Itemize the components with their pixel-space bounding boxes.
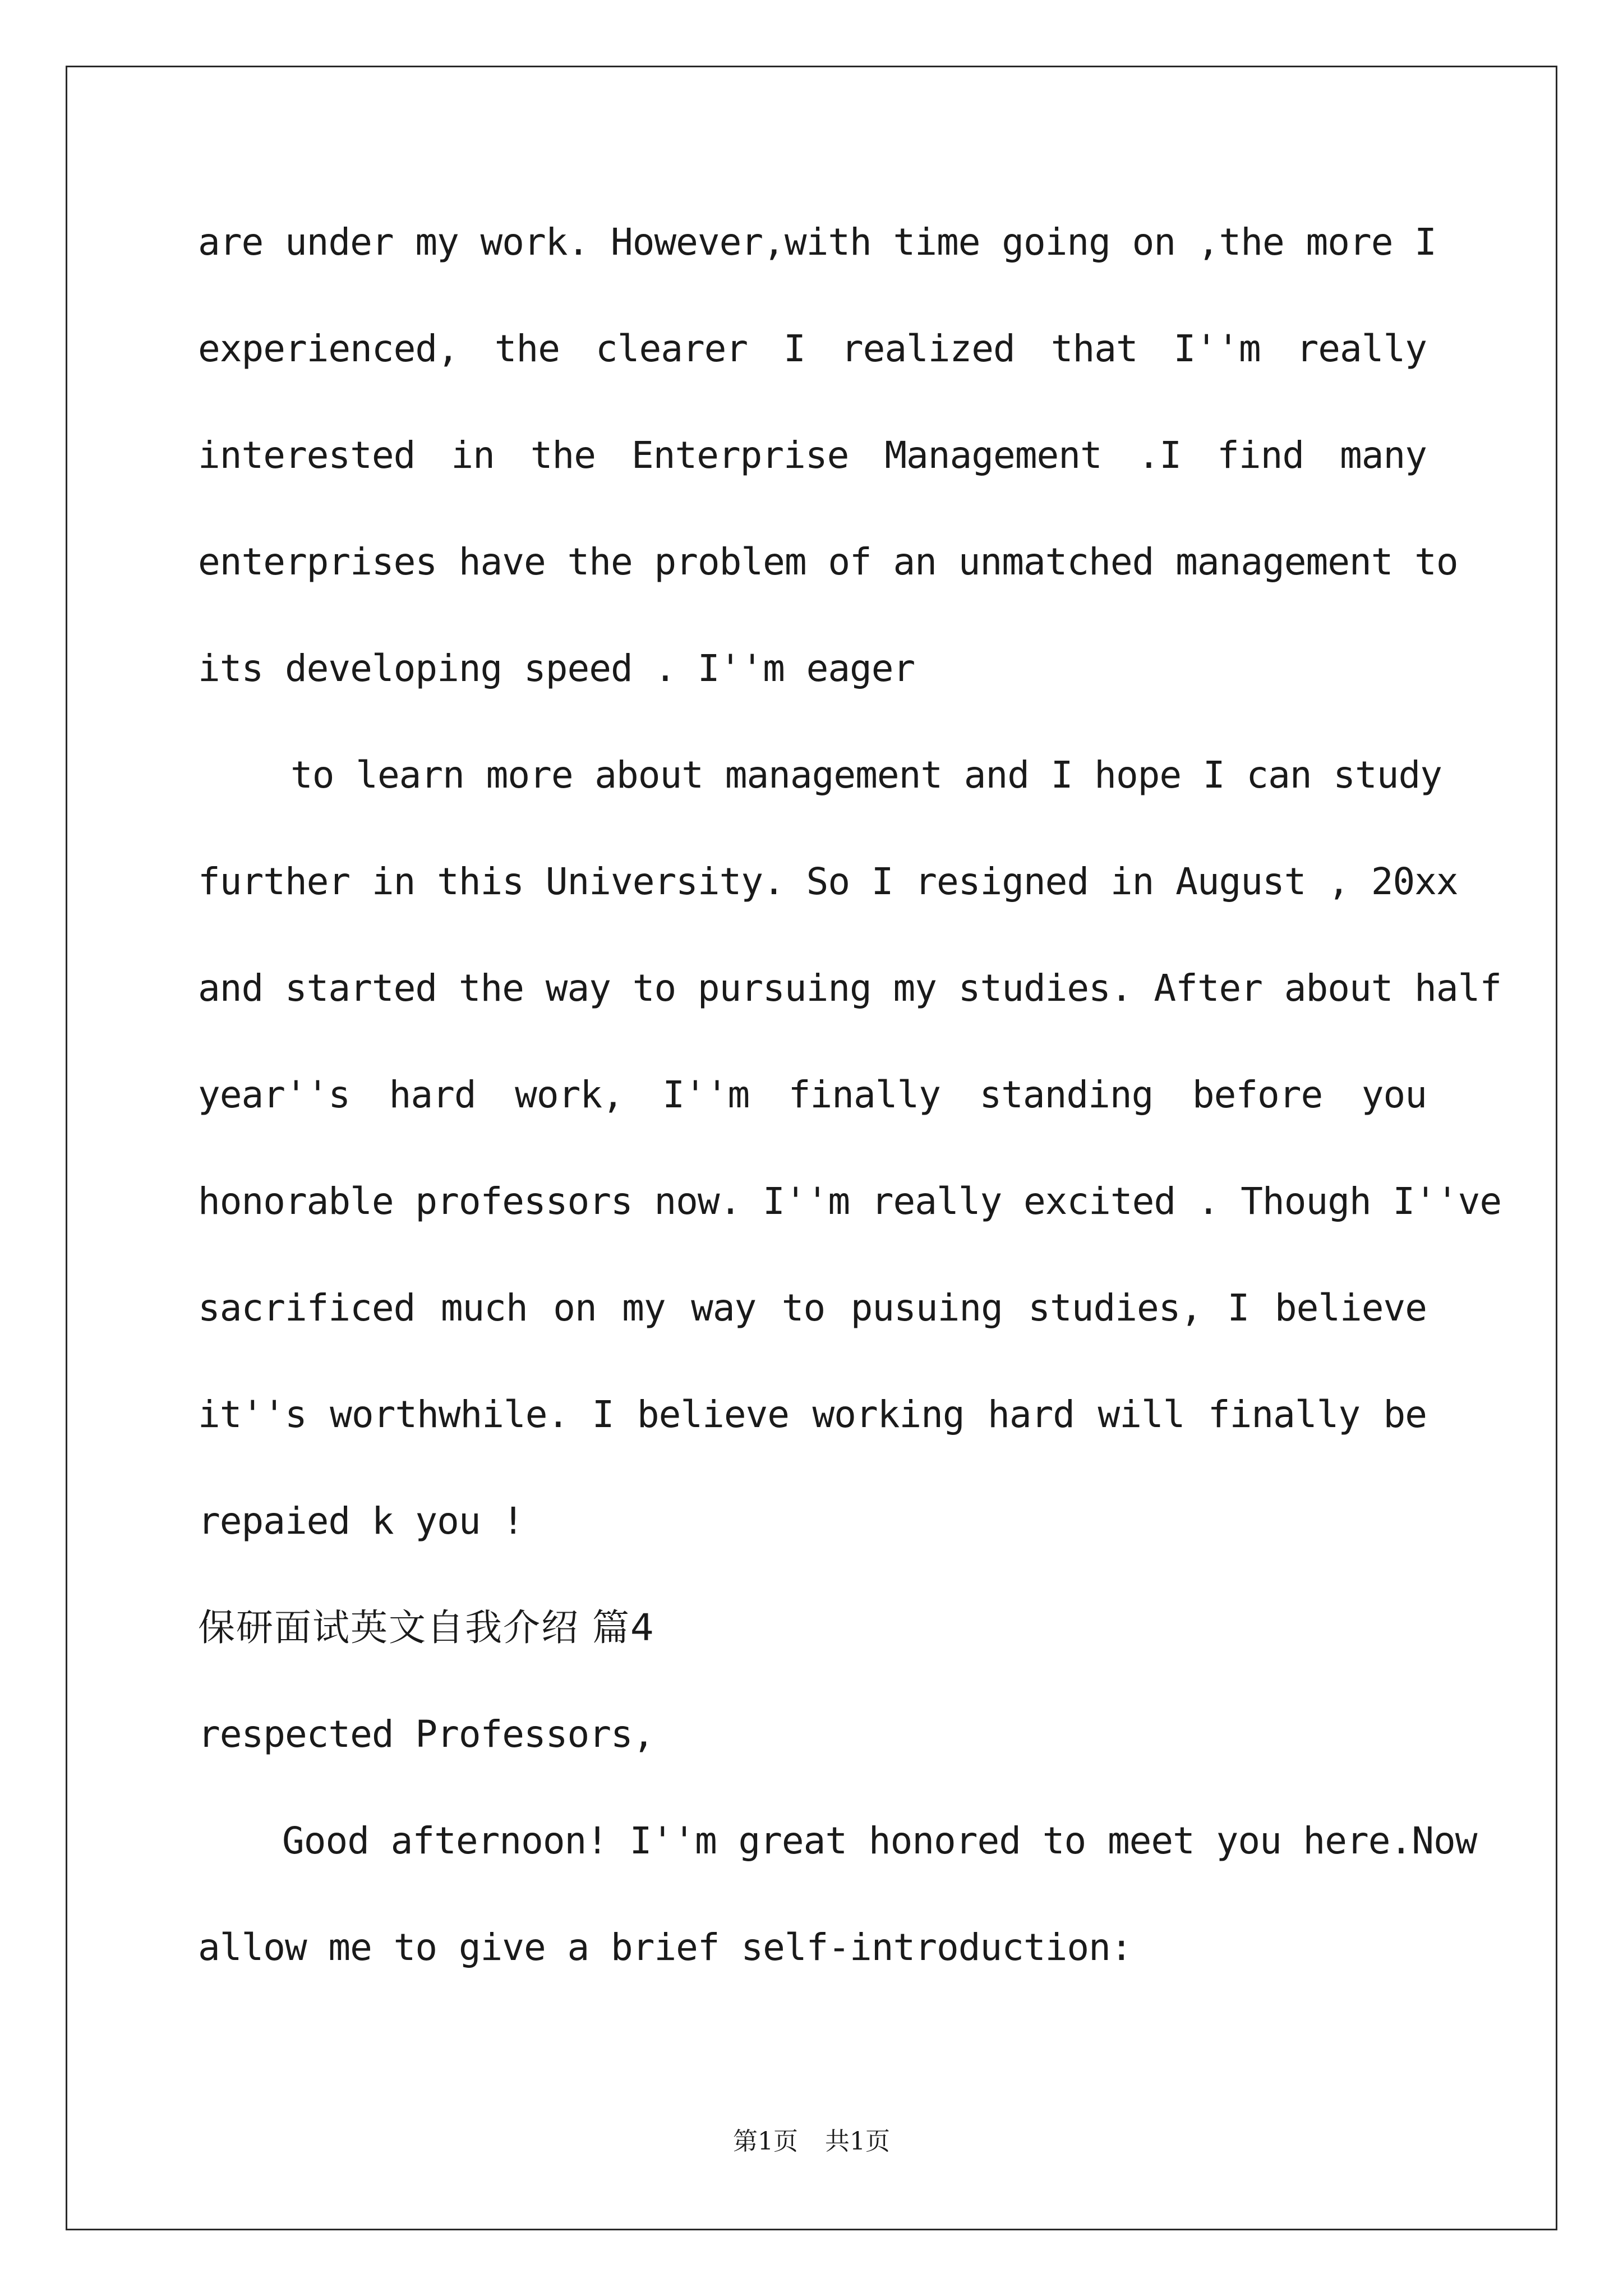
text-line: and started the way to pursuing my studies. After about half [198, 967, 1502, 1010]
text-line: experienced, the clearer I realized that I''m really [198, 327, 1427, 370]
text-line: enterprises have the problem of an unmatched management to [198, 540, 1458, 583]
text-line: allow me to give a brief self-introduction: [198, 1926, 1132, 1969]
text-line: honorable professors now. I''m really excited . Though I''ve [198, 1180, 1502, 1223]
paragraph-start-line: Good afternoon! I''m great honored to meet you here.Now [282, 1819, 1477, 1862]
page-number: 第1页 [733, 2127, 798, 2156]
section-heading: 保研面试英文自我介绍 篇4 [198, 1606, 655, 1649]
paragraph-start-line: to learn more about management and I hope I can study [291, 753, 1442, 797]
text-line: sacrificed much on my way to pusuing studies, I believe [198, 1286, 1427, 1329]
salutation: respected Professors, [198, 1713, 654, 1756]
page-total: 共1页 [825, 2127, 890, 2156]
text-line: its developing speed . I''m eager [198, 647, 915, 690]
page-border [66, 66, 1557, 2230]
text-line: further in this University. So I resigned in August , 20xx [198, 860, 1458, 903]
text-line: are under my work. However,with time going on ,the more I [198, 220, 1436, 264]
page-footer [0, 2121, 1623, 2157]
text-line: it''s worthwhile. I believe working hard will finally be [198, 1393, 1427, 1436]
text-line: year''s hard work, I''m finally standing before you [198, 1073, 1427, 1116]
text-line: interested in the Enterprise Management .I find many [198, 434, 1427, 477]
text-line: repaied k you ! [198, 1499, 524, 1543]
